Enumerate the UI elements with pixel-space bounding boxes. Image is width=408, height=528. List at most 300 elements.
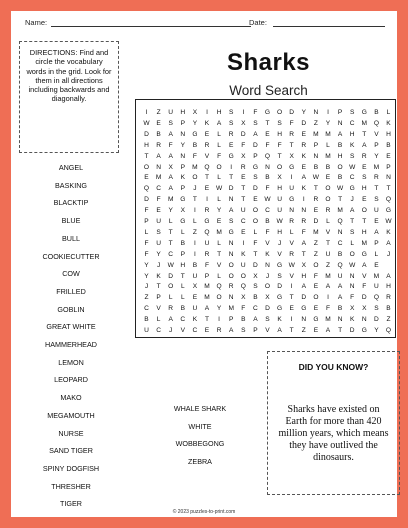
grid-letter: E <box>216 218 222 225</box>
grid-letter: L <box>217 130 221 138</box>
grid-letter: L <box>217 174 221 182</box>
grid-letter: S <box>241 327 246 334</box>
grid-letter: Z <box>313 119 318 127</box>
grid-letter: A <box>168 130 173 138</box>
word-list-item: FRILLED <box>56 286 86 296</box>
grid-letter: G <box>361 327 367 334</box>
grid-letter: N <box>180 130 186 138</box>
grid-letter: Z <box>156 109 161 116</box>
grid-letter: A <box>228 207 234 215</box>
grid-letter: A <box>337 283 343 291</box>
grid-letter: F <box>253 239 258 247</box>
grid-letter: L <box>326 218 330 225</box>
grid-letter: D <box>289 109 295 116</box>
grid-letter: O <box>325 196 331 204</box>
grid-letter: T <box>289 327 294 334</box>
grid-letter: F <box>301 228 306 236</box>
grid-letter: K <box>265 250 270 258</box>
grid-letter: E <box>204 130 210 138</box>
grid-letter: E <box>374 261 379 269</box>
grid-letter: F <box>325 305 331 313</box>
grid-letter: Q <box>385 327 392 334</box>
grid-letter: V <box>216 261 222 269</box>
grid-letter: G <box>228 228 234 236</box>
grid-letter: M <box>325 152 331 160</box>
grid-letter: W <box>312 174 319 182</box>
grid-letter: P <box>253 327 258 334</box>
grid-letter: M <box>204 283 210 291</box>
grid-letter: I <box>242 239 245 247</box>
grid-letter: U <box>168 109 174 116</box>
grid-letter: P <box>374 141 379 149</box>
word-list-item: BLUE <box>61 216 81 226</box>
grid-letter: M <box>216 228 222 236</box>
grid-letter: U <box>289 185 295 193</box>
grid-letter: D <box>301 119 307 127</box>
grid-letter: T <box>289 294 294 302</box>
grid-letter: F <box>204 261 210 269</box>
grid-letter: S <box>349 152 355 160</box>
grid-letter: L <box>217 239 221 247</box>
grid-letter: F <box>350 294 355 302</box>
grid-letter: J <box>156 261 161 269</box>
grid-letter: X <box>301 261 306 269</box>
word-list-item: WOBBEGONG <box>175 439 225 449</box>
grid-letter: K <box>349 316 355 324</box>
grid-letter: Z <box>325 261 331 269</box>
grid-letter: H <box>386 130 391 138</box>
name-label: Name: <box>25 18 48 27</box>
word-list-item: COOKIECUTTER <box>42 251 100 261</box>
grid-letter: A <box>168 174 173 182</box>
grid-letter: E <box>241 228 246 236</box>
grid-letter: G <box>180 218 186 225</box>
grid-letter: T <box>325 239 331 247</box>
grid-letter: H <box>277 228 282 236</box>
grid-letter: R <box>204 207 210 215</box>
grid-letter: G <box>277 294 283 302</box>
grid-letter: B <box>180 239 185 247</box>
grid-letter: O <box>192 174 198 182</box>
grid-letter: V <box>265 327 270 334</box>
grid-letter: A <box>168 152 173 160</box>
did-you-know-title: DID YOU KNOW? <box>298 362 369 372</box>
grid-letter: J <box>193 185 197 193</box>
grid-letter: Q <box>143 185 150 193</box>
grid-letter: C <box>144 305 149 313</box>
grid-letter: B <box>337 141 343 149</box>
grid-letter: C <box>180 316 186 324</box>
grid-letter: W <box>264 196 271 204</box>
grid-letter: D <box>253 185 258 193</box>
grid-letter: Q <box>373 119 379 127</box>
grid-letter: Z <box>192 228 197 236</box>
word-list-item: HAMMERHEAD <box>45 340 97 349</box>
word-list-item: WHALE SHARK <box>173 404 227 413</box>
grid-letter: X <box>277 174 282 182</box>
grid-letter: H <box>277 185 282 193</box>
grid-letter: P <box>180 163 185 171</box>
grid-letter: E <box>313 327 319 334</box>
grid-letter: E <box>362 163 367 171</box>
grid-letter: J <box>350 196 354 204</box>
grid-letter: H <box>180 109 186 116</box>
grid-letter: A <box>301 239 306 247</box>
grid-letter: B <box>337 305 343 313</box>
grid-letter: W <box>276 218 283 225</box>
grid-letter: B <box>156 130 161 138</box>
grid-letter: J <box>277 239 282 247</box>
grid-letter: V <box>362 272 367 280</box>
grid-letter: B <box>313 163 319 171</box>
grid-letter: G <box>301 305 307 313</box>
grid-letter: W <box>143 119 150 127</box>
grid-letter: N <box>180 152 186 160</box>
grid-letter: T <box>253 250 258 258</box>
grid-letter: O <box>349 250 355 258</box>
grid-letter: O <box>143 163 150 171</box>
directions-text: DIRECTIONS: Find and circle the vocabulary words in the grid. Look for them in all directions including backwards and diagonally. <box>26 48 112 104</box>
grid-letter: X <box>241 152 246 160</box>
grid-letter: P <box>180 119 185 127</box>
grid-letter: K <box>301 152 306 160</box>
grid-letter: S <box>168 119 173 127</box>
grid-letter: X <box>241 119 246 127</box>
did-you-know-box <box>267 351 400 495</box>
grid-letter: A <box>216 119 222 127</box>
grid-letter: O <box>337 163 343 171</box>
word-list-item: SPINY DOGFISH <box>42 463 100 473</box>
word-list-item: BASKING <box>55 180 87 190</box>
grid-letter: H <box>386 283 391 291</box>
grid-letter: C <box>168 250 174 258</box>
grid-letter: N <box>301 316 307 324</box>
grid-letter: N <box>228 250 234 258</box>
grid-letter: T <box>338 327 343 334</box>
grid-letter: A <box>325 327 331 334</box>
grid-letter: V <box>277 250 282 258</box>
grid-letter: B <box>265 218 270 225</box>
grid-letter: X <box>265 294 270 302</box>
grid-letter: B <box>144 316 149 324</box>
grid-letter: V <box>180 327 185 334</box>
grid-letter: I <box>193 239 196 247</box>
grid-letter: N <box>265 261 270 269</box>
page-subtitle: Word Search <box>229 83 308 98</box>
grid-letter: D <box>253 261 258 269</box>
grid-letter: N <box>228 239 234 247</box>
grid-letter: P <box>144 218 149 225</box>
grid-letter: F <box>265 185 270 193</box>
grid-letter: H <box>277 130 282 138</box>
grid-letter: L <box>193 218 197 225</box>
grid-letter: X <box>289 152 294 160</box>
word-list-item: BLACKTIP <box>53 198 89 208</box>
grid-letter: D <box>361 294 367 302</box>
grid-letter: W <box>385 218 392 225</box>
grid-letter: T <box>277 152 282 160</box>
grid-letter: N <box>361 316 367 324</box>
grid-letter: G <box>385 207 392 215</box>
grid-letter: B <box>241 316 246 324</box>
grid-letter: T <box>204 174 210 182</box>
grid-letter: S <box>349 228 355 236</box>
grid-letter: B <box>337 174 343 182</box>
grid-letter: R <box>289 130 295 138</box>
grid-letter: T <box>289 141 294 149</box>
grid-letter: G <box>289 163 295 171</box>
grid-letter: G <box>277 261 283 269</box>
grid-letter: I <box>290 316 293 324</box>
grid-letter: R <box>301 141 307 149</box>
grid-letter: R <box>301 218 307 225</box>
grid-letter: M <box>361 119 368 127</box>
grid-letter: T <box>156 283 161 291</box>
grid-letter: R <box>204 141 210 149</box>
grid-letter: X <box>180 207 185 215</box>
grid-letter: L <box>217 141 221 149</box>
grid-letter: D <box>313 218 319 225</box>
grid-letter: C <box>349 119 355 127</box>
grid-letter: Q <box>373 294 379 302</box>
grid-letter: T <box>313 185 318 193</box>
grid-letter: V <box>204 152 210 160</box>
grid-letter: E <box>156 207 161 215</box>
grid-letter: Q <box>204 228 210 236</box>
grid-letter: I <box>206 109 208 116</box>
grid-letter: M <box>361 239 368 247</box>
grid-letter: B <box>180 305 185 313</box>
grid-letter: E <box>313 283 319 291</box>
grid-letter: B <box>192 261 198 269</box>
grid-letter: T <box>386 185 391 193</box>
grid-letter: U <box>277 196 282 204</box>
grid-letter: Y <box>192 119 198 127</box>
word-list-item: GREAT WHITE <box>46 322 96 332</box>
grid-letter: M <box>373 163 380 171</box>
word-list-item: THRESHER <box>51 481 91 491</box>
grid-letter: D <box>374 316 379 324</box>
grid-letter: F <box>144 239 149 247</box>
grid-letter: L <box>217 196 221 204</box>
grid-letter: Y <box>325 119 331 127</box>
grid-letter: I <box>193 250 196 258</box>
grid-letter: S <box>265 316 270 324</box>
grid-letter: A <box>386 272 391 280</box>
grid-letter: P <box>180 250 185 258</box>
footer-copyright: © 2023 puzzles-to-print.com <box>172 509 236 515</box>
grid-letter: M <box>155 174 162 182</box>
grid-letter: T <box>350 218 355 225</box>
grid-letter: Y <box>144 261 149 269</box>
grid-letter: B <box>386 305 391 313</box>
grid-letter: D <box>253 141 258 149</box>
grid-letter: R <box>374 174 379 182</box>
grid-letter: M <box>337 207 343 215</box>
grid-letter: N <box>349 272 355 280</box>
grid-letter: F <box>277 141 282 149</box>
grid-letter: R <box>168 305 174 313</box>
grid-letter: I <box>302 196 305 204</box>
grid-letter: Y <box>180 141 185 149</box>
grid-letter: A <box>362 141 367 149</box>
grid-letter: R <box>361 152 367 160</box>
grid-letter: N <box>386 174 391 182</box>
grid-letter: F <box>313 272 318 280</box>
grid-letter: F <box>144 207 149 215</box>
grid-letter: G <box>252 163 258 171</box>
grid-letter: G <box>192 130 198 138</box>
grid-letter: S <box>349 109 355 116</box>
grid-letter: A <box>168 185 173 193</box>
grid-letter: S <box>253 119 258 127</box>
grid-letter: E <box>156 119 161 127</box>
grid-letter: Y <box>144 272 149 280</box>
grid-letter: B <box>386 141 391 149</box>
word-list-item: COW <box>62 269 80 279</box>
grid-letter: J <box>265 272 270 280</box>
grid-letter: F <box>144 250 149 258</box>
grid-letter: S <box>374 196 379 204</box>
grid-letter: O <box>228 272 234 280</box>
grid-letter: F <box>168 141 173 149</box>
grid-letter: C <box>349 174 355 182</box>
grid-letter: C <box>265 207 270 215</box>
word-list-item: BULL <box>62 233 80 243</box>
grid-letter: U <box>325 250 331 258</box>
grid-letter: Q <box>264 152 271 160</box>
grid-letter: W <box>288 261 295 269</box>
grid-letter: E <box>313 305 319 313</box>
word-search-grid <box>135 99 396 338</box>
grid-letter: O <box>313 261 319 269</box>
name-line <box>51 26 251 27</box>
grid-letter: E <box>374 218 379 225</box>
grid-letter: D <box>144 130 149 138</box>
grid-letter: I <box>327 109 329 116</box>
word-list-item: LEOPARD <box>54 375 88 385</box>
grid-letter: G <box>264 109 271 116</box>
grid-letter: A <box>349 207 355 215</box>
grid-letter: L <box>180 283 185 291</box>
grid-letter: K <box>204 119 210 127</box>
grid-letter: A <box>325 283 331 291</box>
grid-letter: T <box>374 185 379 193</box>
grid-letter: R <box>156 141 161 149</box>
grid-letter: Q <box>385 196 392 204</box>
grid-letter: N <box>349 283 355 291</box>
grid-letter: X <box>192 283 198 291</box>
grid-letter: A <box>386 239 391 247</box>
grid-letter: L <box>156 316 161 324</box>
grid-letter: F <box>265 228 270 236</box>
grid-letter: S <box>156 228 161 236</box>
grid-letter: P <box>180 185 185 193</box>
grid-letter: I <box>242 109 245 116</box>
grid-letter: O <box>216 163 222 171</box>
grid-letter: U <box>156 239 161 247</box>
grid-letter: K <box>180 174 185 182</box>
grid-letter: S <box>277 272 282 280</box>
grid-letter: N <box>228 294 234 302</box>
word-list-item: ZEBRA <box>188 457 212 467</box>
grid-letter: B <box>337 250 343 258</box>
word-list-item: NURSE <box>58 428 84 438</box>
grid-letter: S <box>228 119 234 127</box>
grid-letter: F <box>362 283 367 291</box>
grid-letter: V <box>289 239 294 247</box>
grid-letter: O <box>216 294 222 302</box>
grid-letter: U <box>144 327 149 334</box>
grid-letter: Q <box>337 261 343 269</box>
grid-letter: T <box>301 250 306 258</box>
grid-letter: K <box>192 316 198 324</box>
grid-letter: K <box>301 185 306 193</box>
grid-letter: U <box>240 207 246 215</box>
grid-letter: U <box>374 207 379 215</box>
grid-letter: Y <box>374 327 379 334</box>
grid-letter: E <box>301 130 306 138</box>
grid-letter: A <box>301 283 306 291</box>
grid-letter: C <box>337 239 343 247</box>
grid-letter: Y <box>374 152 379 160</box>
grid-letter: M <box>228 305 234 313</box>
grid-letter: M <box>192 163 198 171</box>
grid-letter: V <box>265 239 270 247</box>
grid-letter: C <box>156 327 161 334</box>
grid-letter: D <box>301 294 307 302</box>
grid-letter: U <box>192 305 198 313</box>
grid-letter: O <box>313 294 319 302</box>
grid-letter: D <box>240 130 246 138</box>
grid-letter: X <box>192 109 198 116</box>
grid-letter: P <box>313 141 319 149</box>
grid-letter: R <box>313 196 319 204</box>
grid-letter: E <box>228 141 234 149</box>
grid-letter: A <box>168 316 173 324</box>
grid-letter: O <box>277 109 283 116</box>
grid-letter: V <box>289 272 294 280</box>
grid-letter: H <box>144 141 149 149</box>
grid-letter: A <box>337 294 343 302</box>
grid-letter: B <box>253 294 258 302</box>
grid-letter: G <box>361 109 367 116</box>
grid-letter: D <box>265 305 270 313</box>
grid-letter: A <box>228 327 234 334</box>
grid-letter: G <box>204 218 210 225</box>
grid-letter: F <box>192 152 197 160</box>
grid-letter: U <box>277 207 282 215</box>
grid-letter: D <box>277 283 282 291</box>
grid-letter: Z <box>313 239 318 247</box>
grid-letter: X <box>362 305 367 313</box>
page-title: Sharks <box>226 49 311 76</box>
grid-letter: A <box>277 327 282 334</box>
grid-letter: N <box>313 109 319 116</box>
grid-letter: O <box>240 272 246 280</box>
grid-letter: L <box>217 272 221 280</box>
grid-letter: E <box>241 174 246 182</box>
grid-letter: U <box>192 272 198 280</box>
grid-letter: X <box>241 294 246 302</box>
grid-letter: X <box>168 163 173 171</box>
grid-letter: M <box>313 130 319 138</box>
grid-letter: V <box>325 228 331 236</box>
grid-letter: P <box>156 294 161 302</box>
grid-letter: W <box>349 163 356 171</box>
grid-letter: M <box>167 196 174 204</box>
grid-letter: F <box>241 141 246 149</box>
